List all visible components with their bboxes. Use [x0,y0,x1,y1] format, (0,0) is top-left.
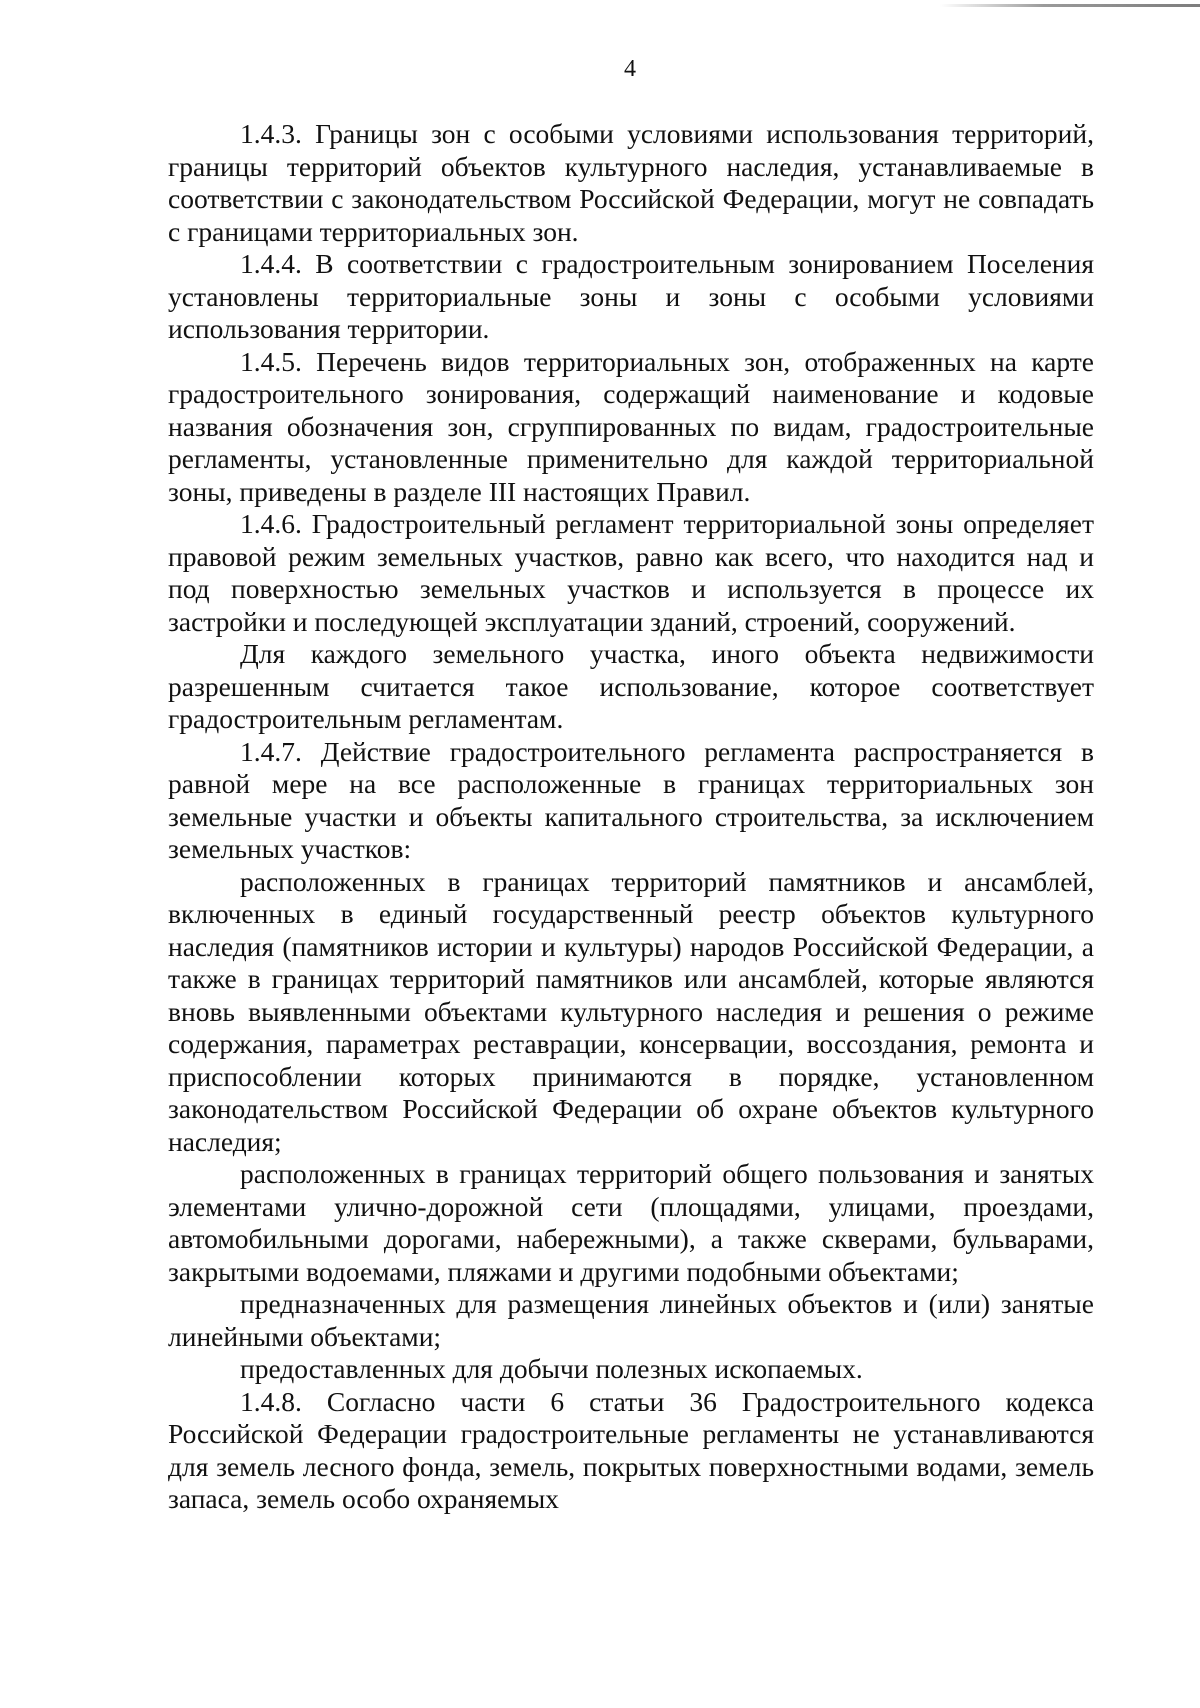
scan-edge-mark [940,4,1200,7]
document-body [168,118,1094,1516]
page-number: 4 [624,56,636,82]
paragraph-1-4-5: 1.4.5. Перечень видов территориальных зон, отображенных на карте градостроительного зонирования, содержащий наименование и кодовые названия обозначения зон, сгруппированных по видам, градостроительные регламенты, установленные применительно для каждой территориальной зоны, приведены в разделе III настоящих Правил. [168,345,1094,507]
list-item-cultural-heritage: расположенных в границах территорий памятников и ансамблей, включенных в единый государственный реестр объектов культурного наследия (памятников истории и культуры) народов Российской Федерации, а также в границах территорий памятников или ансамблей, которые являются вновь выявленными объектами культурного наследия и решения о режиме содержания, параметрах реставрации, консервации, воссоздания, ремонта и приспособлении которых принимаются в порядке, установленном законодательством Российской Федерации об охране объектов культурного наследия; [168,865,1094,1157]
paragraph-1-4-3: 1.4.3. Границы зон с особыми условиями использования территорий, границы территорий объектов культурного наследия, устанавливаемые в соответствии с законодательством Российской Федерации, могут не совпадать с границами территориальных зон. [168,118,1094,247]
list-item-mining: предоставленных для добычи полезных ископаемых. [240,1353,863,1384]
paragraph-permitted-use: Для каждого земельного участка, иного объекта недвижимости разрешенным считается такое использование, которое соответствует градостроительным регламентам. [168,638,1094,734]
paragraph-1-4-8: 1.4.8. Согласно части 6 статьи 36 Градостроительного кодекса Российской Федерации градостроительные регламенты не устанавливаются для земель лесного фонда, земель, покрытых поверхностными водами, земель запаса, земель особо охраняемых [168,1385,1094,1514]
list-item-public-use: расположенных в границах территорий общего пользования и занятых элементами улично-дорожной сети (площадями, улицами, проездами, автомобильными дорогами, набережными), а также скверами, бульварами, закрытыми водоемами, пляжами и другими подобными объектами; [168,1158,1094,1287]
paragraph-1-4-6: 1.4.6. Градостроительный регламент территориальной зоны определяет правовой режим земельных участков, равно как всего, что находится над и под поверхностью земельных участков и используется в процессе их застройки и последующей эксплуатации зданий, строений, сооружений. [168,508,1094,637]
list-item-linear-objects: предназначенных для размещения линейных объектов и (или) занятые линейными объектами; [168,1288,1094,1352]
paragraph-1-4-7: 1.4.7. Действие градостроительного регламента распространяется в равной мере на все расположенные в границах территориальных зон земельные участки и объекты капитального строительства, за исключением земельных участков: [168,735,1094,864]
paragraph-1-4-4: 1.4.4. В соответствии с градостроительным зонированием Поселения установлены территориальные зоны и зоны с особыми условиями использования территории. [168,248,1094,344]
